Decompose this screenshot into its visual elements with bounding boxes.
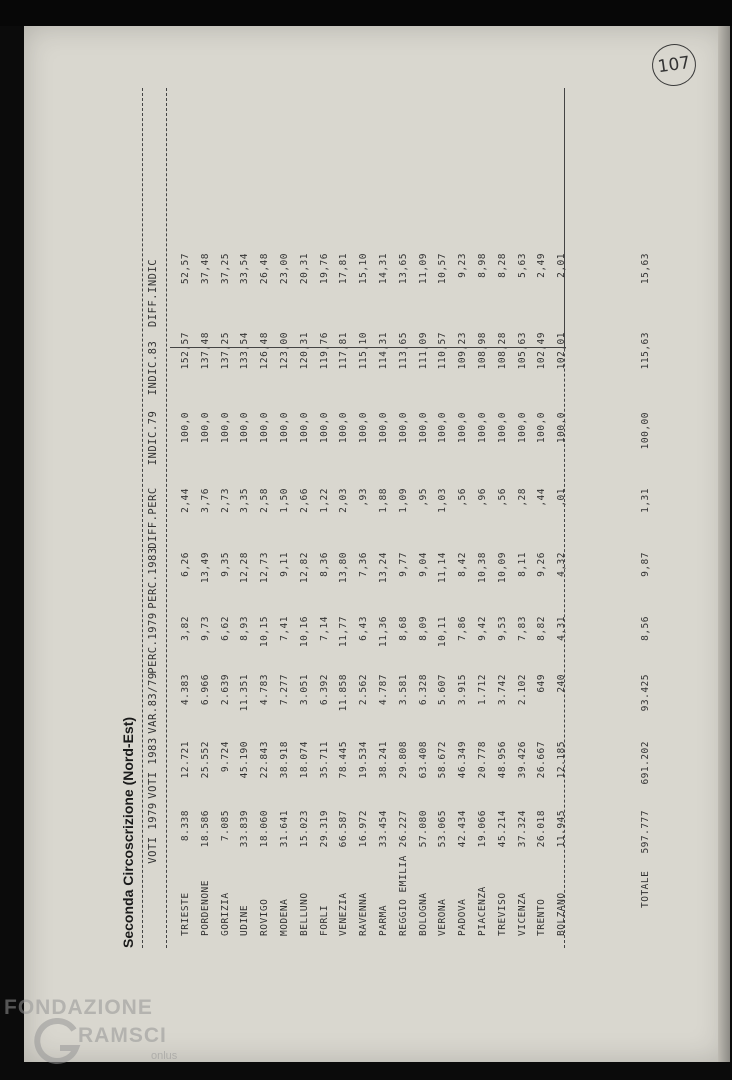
column-header: INDIC.83 — [147, 340, 159, 396]
table-cell: 100,0 — [298, 412, 310, 444]
table-cell: 114,31 — [378, 332, 389, 370]
table-cell: 3.051 — [298, 674, 310, 706]
table-cell: 2,01 — [556, 253, 568, 278]
table-cell: 100,0 — [219, 412, 231, 444]
table-cell: 1,09 — [397, 488, 409, 513]
table-cell: 7,86 — [457, 616, 469, 641]
table-cell: 100,0 — [358, 412, 370, 444]
table-cell: 8,56 — [640, 616, 651, 641]
table-cell: 9,42 — [477, 616, 488, 641]
table-cell: 108,28 — [496, 332, 508, 370]
table-cell: 37.324 — [516, 810, 528, 848]
table-cell: 10,16 — [298, 616, 310, 648]
row-name: UDINE — [239, 904, 251, 936]
table-cell: 66.587 — [338, 810, 350, 848]
table-cell: 2,49 — [536, 253, 548, 278]
table-row — [259, 88, 273, 948]
table-row — [239, 88, 253, 948]
table-cell: 100,0 — [279, 412, 290, 444]
table-cell: 597.777 — [640, 810, 651, 854]
table-cell: 11,77 — [338, 616, 350, 648]
table-cell: 3,82 — [180, 616, 191, 641]
table-cell: 13,24 — [378, 552, 389, 584]
table-cell: 8,68 — [397, 616, 409, 641]
table-cell: 6.392 — [318, 674, 330, 706]
row-name: TOTALE — [640, 870, 651, 908]
table-row — [378, 88, 392, 948]
table-row — [398, 88, 412, 948]
row-name: BELLUNO — [298, 892, 310, 936]
row-name: VERONA — [437, 898, 449, 936]
table-cell: 45.190 — [239, 741, 251, 779]
row-name: REGGIO EMILIA — [397, 855, 409, 936]
table-cell: 2,58 — [259, 488, 271, 513]
column-header: DIFF.PERC — [147, 487, 159, 549]
table-cell: ,01 — [556, 488, 568, 507]
table-row — [200, 88, 214, 948]
table-cell: 8,09 — [417, 616, 429, 641]
table-cell: 8.338 — [180, 810, 191, 842]
table-cell: 20,31 — [298, 253, 310, 285]
table-cell: 240 — [556, 674, 568, 693]
table-cell: 123,00 — [279, 332, 290, 370]
header-top-rule — [142, 88, 143, 948]
table-cell: 42.434 — [457, 810, 469, 848]
table-cell: 37,48 — [199, 253, 211, 285]
table-cell: 7,36 — [358, 552, 370, 577]
document-title: Seconda Circoscrizione (Nord-Est) — [120, 716, 136, 948]
table-cell: 108,98 — [477, 332, 488, 370]
table-cell: 18.586 — [199, 810, 211, 848]
table-cell: 16.972 — [358, 810, 370, 848]
watermark-g-logo — [32, 1018, 82, 1064]
table-cell: 1,88 — [378, 488, 389, 513]
table-cell: 9,73 — [199, 616, 211, 641]
table-cell: 13,65 — [397, 253, 409, 285]
table-cell: 1.712 — [477, 674, 488, 706]
table-cell: 1,03 — [437, 488, 449, 513]
table-cell: ,28 — [516, 488, 528, 507]
table-cell: 115,10 — [358, 332, 370, 370]
table-cell: 9,11 — [279, 552, 290, 577]
table-cell: 4,32 — [556, 552, 568, 577]
table-cell: 2,44 — [180, 488, 191, 513]
indic-divider — [170, 347, 566, 348]
table-cell: ,44 — [536, 488, 548, 507]
table-cell: 152,57 — [180, 332, 191, 370]
table-row — [517, 88, 531, 948]
table-cell: 31.641 — [279, 810, 290, 848]
table-cell: 29.319 — [318, 810, 330, 848]
table-row — [279, 88, 293, 948]
total-row — [640, 88, 654, 948]
watermark-line-3: onlus — [151, 1050, 178, 1062]
table-cell: 9.724 — [219, 741, 231, 773]
indic-underline — [564, 88, 565, 348]
table-cell: 9,26 — [536, 552, 548, 577]
table-cell: 100,0 — [338, 412, 350, 444]
table-row — [418, 88, 432, 948]
row-name: PORDENONE — [199, 880, 211, 936]
table-cell: 8,42 — [457, 552, 469, 577]
table-cell: 11.858 — [338, 674, 350, 712]
table-cell: 100,0 — [180, 412, 191, 444]
row-name: ROVIGO — [259, 898, 271, 936]
column-header: VOTI 1983 — [147, 737, 159, 799]
row-name: BOLOGNA — [417, 892, 429, 936]
table-cell: 3,76 — [199, 488, 211, 513]
table-row — [497, 88, 511, 948]
table-row — [338, 88, 352, 948]
table-cell: 37,25 — [219, 253, 231, 285]
table-cell: 11.351 — [239, 674, 251, 712]
row-name: TRIESTE — [180, 892, 191, 936]
table-cell: 11,14 — [437, 552, 449, 584]
table-cell: 9,35 — [219, 552, 231, 577]
table-cell: 58.672 — [437, 741, 449, 779]
table-cell: 100,0 — [378, 412, 389, 444]
table-cell: 93.425 — [640, 674, 651, 712]
row-name: GORIZIA — [219, 892, 231, 936]
table-cell: 10,09 — [496, 552, 508, 584]
foundation-watermark — [4, 996, 204, 1066]
table-cell: 17,81 — [338, 253, 350, 285]
row-name: MODENA — [279, 898, 290, 936]
table-cell: 100,0 — [556, 412, 568, 444]
table-cell: 22.843 — [259, 741, 271, 779]
table-cell: 18.060 — [259, 810, 271, 848]
table-cell: 8,98 — [477, 253, 488, 278]
table-row — [457, 88, 471, 948]
table-cell: 12.185 — [556, 741, 568, 779]
table-cell: 100,0 — [516, 412, 528, 444]
column-header: VAR.83/79 — [147, 672, 159, 734]
table-cell: 100,0 — [259, 412, 271, 444]
table-cell: 3.742 — [496, 674, 508, 706]
row-name: TREVISO — [496, 892, 508, 936]
table-cell: 105,63 — [516, 332, 528, 370]
table-cell: 20.778 — [477, 741, 488, 779]
table-cell: 15,63 — [640, 253, 651, 285]
table-cell: 691.202 — [640, 741, 651, 785]
table-cell: 117,81 — [338, 332, 350, 370]
table-cell: 2.562 — [358, 674, 370, 706]
table-cell: 100,0 — [417, 412, 429, 444]
table-cell: 10,15 — [259, 616, 271, 648]
table-row — [536, 88, 550, 948]
table-cell: 6.966 — [199, 674, 211, 706]
table-cell: 8,36 — [318, 552, 330, 577]
table-cell: ,95 — [417, 488, 429, 507]
row-name: PARMA — [378, 904, 389, 936]
table-cell: 19,76 — [318, 253, 330, 285]
table-cell: 26.667 — [536, 741, 548, 779]
table-cell: ,93 — [358, 488, 370, 507]
table-cell: 12.721 — [180, 741, 191, 779]
table-cell: 100,00 — [640, 412, 651, 450]
row-name: FORLI — [318, 904, 330, 936]
row-name: VENEZIA — [338, 892, 350, 936]
table-cell: 5,63 — [516, 253, 528, 278]
table-cell: 2,73 — [219, 488, 231, 513]
table-cell: 111,09 — [417, 332, 429, 370]
table-cell: 57.080 — [417, 810, 429, 848]
table-cell: 39.426 — [516, 741, 528, 779]
table-cell: 63.408 — [417, 741, 429, 779]
table-cell: 12,73 — [259, 552, 271, 584]
table-cell: 10,38 — [477, 552, 488, 584]
table-cell: 26,48 — [259, 253, 271, 285]
table-cell: 19.066 — [477, 810, 488, 848]
table-cell: 2,03 — [338, 488, 350, 513]
table-cell: 6,62 — [219, 616, 231, 641]
table-cell: 7.277 — [279, 674, 290, 706]
table-cell: 120,31 — [298, 332, 310, 370]
table-row — [299, 88, 313, 948]
column-header: PERC.1979 — [147, 612, 159, 674]
table-cell: 109,23 — [457, 332, 469, 370]
table-cell: 8,82 — [536, 616, 548, 641]
table-cell: 11,09 — [417, 253, 429, 285]
table-cell: 100,0 — [496, 412, 508, 444]
table-cell: 7.085 — [219, 810, 231, 842]
table-cell: 3.581 — [397, 674, 409, 706]
header-bottom-rule — [166, 88, 167, 948]
table-cell: 1,31 — [640, 488, 651, 513]
table-cell: 115,63 — [640, 332, 651, 370]
table-cell: 6,26 — [180, 552, 191, 577]
row-name: VICENZA — [516, 892, 528, 936]
table-cell: 4.383 — [180, 674, 191, 706]
table-cell: 18.074 — [298, 741, 310, 779]
table-cell: 25.552 — [199, 741, 211, 779]
table-cell: 8,28 — [496, 253, 508, 278]
column-header: INDIC.79 — [147, 410, 159, 466]
row-name: PADOVA — [457, 898, 469, 936]
table-cell: 110,57 — [437, 332, 449, 370]
table-cell: 11.945 — [556, 810, 568, 848]
table-cell: 119,76 — [318, 332, 330, 370]
column-header: VOTI 1979 — [147, 802, 159, 864]
table-cell: ,56 — [496, 488, 508, 507]
row-name: RAVENNA — [358, 892, 370, 936]
table-cell: 33.454 — [378, 810, 389, 848]
table-cell: 11,36 — [378, 616, 389, 648]
table-cell: 102,01 — [556, 332, 568, 370]
table-cell: 26.018 — [536, 810, 548, 848]
table-cell: 5.607 — [437, 674, 449, 706]
table-cell: 46.349 — [457, 741, 469, 779]
table-cell: 38.241 — [378, 741, 389, 779]
table-cell: 137,48 — [199, 332, 211, 370]
page-edge — [718, 26, 730, 1062]
table-cell: 13,49 — [199, 552, 211, 584]
table-cell: 2.639 — [219, 674, 231, 706]
table-cell: 15.023 — [298, 810, 310, 848]
table-cell: 133,54 — [239, 332, 251, 370]
table-row — [319, 88, 333, 948]
table-cell: 10,57 — [437, 253, 449, 285]
scan-top-border — [0, 0, 732, 26]
table-cell: 7,41 — [279, 616, 290, 641]
table-cell: 2.102 — [516, 674, 528, 706]
table-cell: 8,93 — [239, 616, 251, 641]
table-cell: 102,49 — [536, 332, 548, 370]
table-cell: ,96 — [477, 488, 488, 507]
table-cell: 14,31 — [378, 253, 389, 285]
column-headers — [147, 88, 167, 948]
table-cell: 4.787 — [378, 674, 389, 706]
table-cell: 100,0 — [318, 412, 330, 444]
table-cell: 9,04 — [417, 552, 429, 577]
table-cell: 9,77 — [397, 552, 409, 577]
table-cell: 4.783 — [259, 674, 271, 706]
table-cell: 100,0 — [199, 412, 211, 444]
table-cell: 33,54 — [239, 253, 251, 285]
table-cell: 48.956 — [496, 741, 508, 779]
table-row — [180, 88, 194, 948]
row-name: PIACENZA — [477, 886, 488, 936]
table-cell: 33.839 — [239, 810, 251, 848]
watermark-line-1: FONDAZIONE — [4, 996, 153, 1019]
table-row — [220, 88, 234, 948]
table-cell: 100,0 — [477, 412, 488, 444]
table-cell: 52,57 — [180, 253, 191, 285]
table-cell: 649 — [536, 674, 548, 693]
row-name: BOLZANO — [556, 892, 568, 936]
table-cell: 45.214 — [496, 810, 508, 848]
table-cell: 13,80 — [338, 552, 350, 584]
table-cell: 9,87 — [640, 552, 651, 577]
table-cell: 1,50 — [279, 488, 290, 513]
table-cell: 29.808 — [397, 741, 409, 779]
table-cell: 10,11 — [437, 616, 449, 648]
table-cell: 3,35 — [239, 488, 251, 513]
table-cell: 137,25 — [219, 332, 231, 370]
rotated-table-document — [120, 88, 680, 948]
table-cell: 6.328 — [417, 674, 429, 706]
table-cell: 23,00 — [279, 253, 290, 285]
table-cell: 100,0 — [239, 412, 251, 444]
column-header: DIFF.INDIC — [147, 258, 159, 328]
table-cell: 126,48 — [259, 332, 271, 370]
table-cell: 100,0 — [457, 412, 469, 444]
table-cell: 38.918 — [279, 741, 290, 779]
table-cell: 6,43 — [358, 616, 370, 641]
table-cell: 53.065 — [437, 810, 449, 848]
table-cell: 3.915 — [457, 674, 469, 706]
table-cell: 4,31 — [556, 616, 568, 641]
table-cell: 19.534 — [358, 741, 370, 779]
table-cell: 113,65 — [397, 332, 409, 370]
column-header: PERC.1983 — [147, 547, 159, 609]
watermark-line-2: RAMSCI — [78, 1024, 167, 1047]
table-row — [437, 88, 451, 948]
table-cell: 12,28 — [239, 552, 251, 584]
table-cell: 7,14 — [318, 616, 330, 641]
table-row — [358, 88, 372, 948]
page-number-stamp: 107 — [649, 41, 698, 89]
table-cell: 100,0 — [536, 412, 548, 444]
table-cell: 2,66 — [298, 488, 310, 513]
row-name: TRENTO — [536, 898, 548, 936]
table-cell: 35.711 — [318, 741, 330, 779]
table-cell: ,56 — [457, 488, 469, 507]
table-row — [477, 88, 491, 948]
table-cell: 1,22 — [318, 488, 330, 513]
table-cell: 9,23 — [457, 253, 469, 278]
table-cell: 78.445 — [338, 741, 350, 779]
table-cell: 100,0 — [437, 412, 449, 444]
table-cell: 15,10 — [358, 253, 370, 285]
table-cell: 12,82 — [298, 552, 310, 584]
table-cell: 8,11 — [516, 552, 528, 577]
table-cell: 26.227 — [397, 810, 409, 848]
table-cell: 9,53 — [496, 616, 508, 641]
table-cell: 7,83 — [516, 616, 528, 641]
table-cell: 100,0 — [397, 412, 409, 444]
